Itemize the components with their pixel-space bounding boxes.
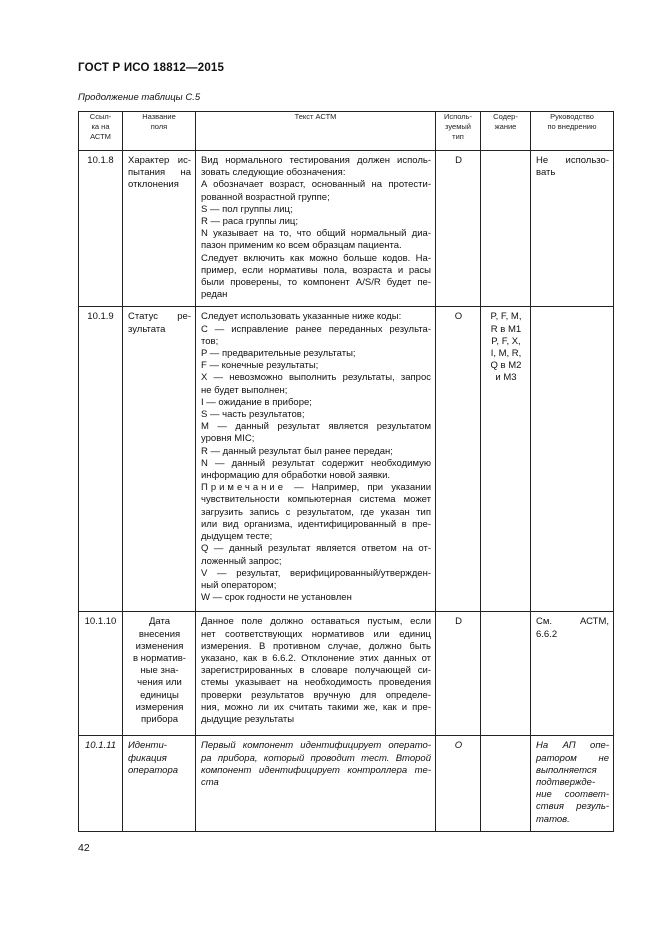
text-line: ложенный запрос; [201,555,282,567]
text-line: W — срок годности не установлен [201,592,352,604]
note-label: Примечание [201,482,286,494]
table-header-row [79,112,614,151]
text-line: Вид нормального тестирования должен исполь- [201,155,431,166]
row-ref: 10.1.9 [87,311,114,323]
text-line: X — невозможно выполнить результаты, запрос [201,372,431,384]
row-guide [531,307,613,316]
text-line: A обозначает возраст, основанный на протести- [201,179,431,191]
text-line: ние соответ- [536,789,609,801]
text-line: ный оператором; [201,579,277,591]
text-line: P, F, X, [491,335,521,347]
header-line: жание [494,122,517,131]
text-line: Q — данный результат является ответом на от- [201,543,431,555]
row-astm-text [196,612,435,731]
text-line: N указывает на то, что общий нормальный диа- [201,228,431,240]
row-field-name [123,307,195,340]
text-line: P, F, M, [490,311,522,323]
text-line: Иденти- [128,740,167,752]
text-line: R — данный результат был ранее передан; [201,445,393,457]
row-field-name [123,151,195,197]
text-line: Первый компонент идентифицирует операто- [201,740,431,752]
header-line: зуемый [445,122,471,131]
text-line: фикация [128,752,167,764]
text-line: ра прибора, который проводит тест. Второй [201,752,431,764]
header-line: Название [142,112,176,121]
row-field-name [123,736,195,782]
table-row [79,151,614,307]
page-number: 42 [78,842,90,854]
text-line: Статус ре- [128,311,191,323]
text-line: не будет выполнен; [201,384,288,396]
text-line: оператора [128,764,179,776]
text-line: Характер ис- [128,155,191,166]
text-line: R в M1 [490,323,522,335]
text-line: были проверены, то компонент A/S/R будет пе- [201,277,431,289]
text-line: и M3 [495,372,517,384]
text-line: зультата [128,323,166,335]
text-line: подтвержде- [536,777,596,789]
row-type: O [454,740,463,752]
text-line: выполняется [536,764,597,776]
text-line: в норматив- [133,653,186,665]
text-line: I — ожидание в приборе; [201,396,312,408]
header-content [481,112,531,151]
header-field-name [123,112,196,151]
row-astm-text [196,151,435,306]
text-line: ные зна- [140,665,179,677]
text-line: стемы указывает на необходимость проведения [201,677,431,689]
text-line: информацию для обработки новой заявки. [201,470,391,482]
text-line: чения или [137,677,182,689]
header-used-type [436,112,481,151]
header-line: Текст АСТМ [294,112,337,121]
header-implementation-guide [531,112,614,151]
text-line: Следует использовать указанные ниже коды: [201,311,402,323]
table-caption: Продолжение таблицы С.5 [78,92,201,103]
row-content [481,612,530,621]
text-line: N — данный результат содержит необходимую [201,457,431,469]
row-content [481,736,530,745]
text-line: I, M, R, [490,348,522,360]
text-line: ратором не [536,752,609,764]
text-line: ста [201,777,219,789]
text-line: уровня MIC; [201,433,255,445]
row-content [481,151,530,160]
text-line: F — конечные результаты; [201,360,319,372]
text-line: единицы [140,689,179,701]
text-line: S — пол группы лиц; [201,203,293,215]
text-line: дыдущем тесте; [201,531,273,543]
row-guide [531,612,613,645]
header-line: поля [150,122,168,131]
row-type: O [454,311,463,323]
text-line: Следует включить как можно больше кодов. На- [201,252,431,264]
header-line: Ссыл- [89,112,112,121]
text-line: M — данный результат является результатом [201,421,431,433]
text-line: загрузить запись с результатом, где указан тип [201,506,431,518]
text-line: изменения [135,640,184,652]
row-field-name [123,612,195,731]
text-line: пазон применим ко всем образцам пациента. [201,240,402,252]
text-line: проверки результатов вручную для определе- [201,689,431,701]
text-line: См. АСТМ, [536,616,609,628]
text-line: внесения [138,628,181,640]
text-line: татов. [536,813,570,825]
table-row [79,612,614,736]
text-line: или вид организма, идентифицированный в пре- [201,518,431,530]
text-line: отклонения [128,179,179,191]
text-line: измерения [135,701,184,713]
text-line: Не использо- [536,155,609,166]
row-type: D [455,155,462,166]
header-astm-text [196,112,436,151]
text-line: указано, как в 6.6.2. Отклонение этих данных от [201,653,431,665]
text-line: ния, можно ли их считать такими же, как и пре- [201,701,431,713]
text-line: нет соответствующих нормативов или единиц [201,628,431,640]
text-line: вать [536,167,556,179]
header-line: тип [452,132,464,141]
text-line: рованной возрастной группе; [201,191,330,203]
text-line: S — часть результатов; [201,409,305,421]
text-line: пример, если нормативы пола, возраста и расы [201,264,431,276]
header-line: АСТМ [90,132,111,141]
row-ref: 10.1.8 [87,155,114,166]
row-ref: 10.1.11 [85,740,116,752]
header-line: ка на [91,122,110,131]
text-line: измерения. В противном случае, должно быть [201,640,431,652]
text-line: редан [201,289,228,301]
document-title: ГОСТ Р ИСО 18812—2015 [78,62,225,74]
text-line: На АП опе- [536,740,609,752]
text-line: зарегистрированных в словаре получающей си- [201,665,431,677]
text-line: компонент идентифицирует контроллера те- [201,764,431,776]
text-line: C — исправление ранее переданных результа- [201,323,431,335]
text-line: Q в M2 [490,360,522,372]
row-content [481,307,530,389]
text-line: 6.6.2 [536,628,558,640]
text-line: R — раса группы лиц; [201,216,298,228]
header-line: по внедрению [547,122,597,131]
header-astm-ref [79,112,123,151]
text-line: V — результат, верифицированный/утвержден- [201,567,431,579]
header-line: Содер- [493,112,518,121]
text-line: дыдущие результаты [201,714,295,726]
row-astm-text [196,307,435,609]
row-guide [531,736,613,830]
table-row [79,736,614,831]
text-line: прибора [140,714,179,726]
text-line: ствия резуль- [536,801,609,813]
text-line: Данное поле должно оставаться пустым, если [201,616,431,628]
row-ref: 10.1.10 [84,616,117,628]
text-line: Дата [148,616,171,628]
header-line: Исполь- [444,112,472,121]
text-line: тов; [201,335,219,347]
text-line: P — предварительные результаты; [201,348,356,360]
row-guide [531,151,613,184]
table-row [79,307,614,612]
astm-table [78,111,614,832]
text-line: зовать следующие обозначения: [201,167,346,179]
text-line: Примечание — Например, при указании [201,482,431,494]
text-line: чувствительности компьютерная система может [201,494,431,506]
row-astm-text [196,736,435,794]
header-line: Руководство [550,112,594,121]
row-type: D [455,616,462,628]
text-line: пытания на [128,167,191,179]
